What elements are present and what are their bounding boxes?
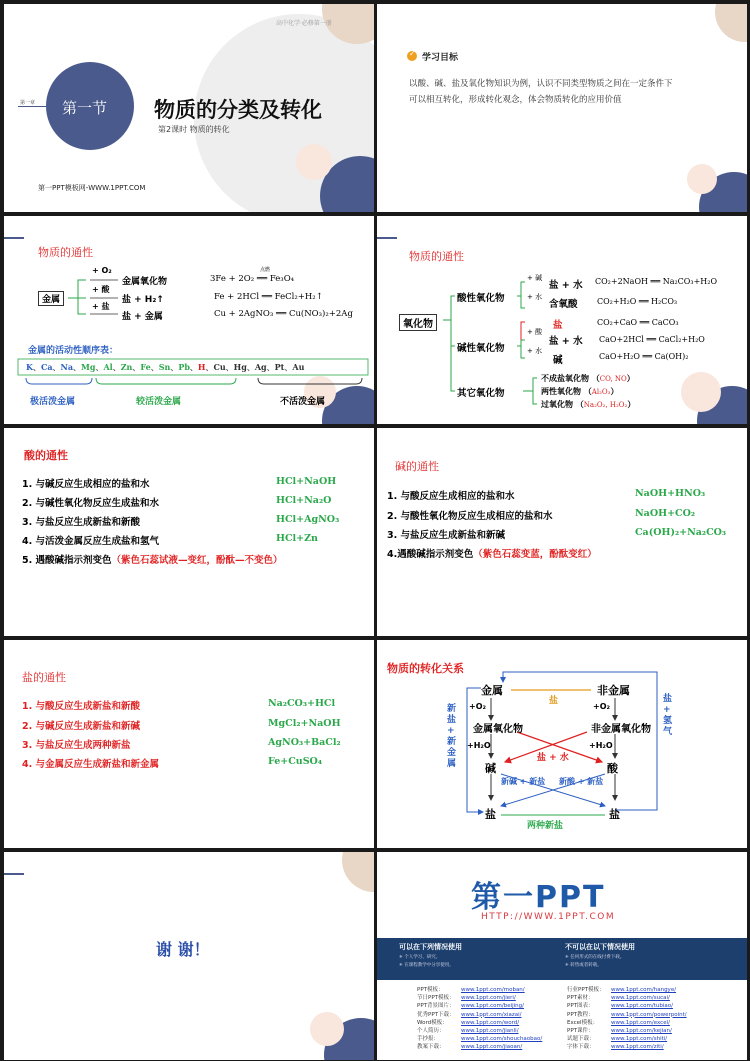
- node-nonmetal: 非金属: [597, 684, 630, 697]
- list-example: NaOH+HNO₃: [635, 488, 706, 499]
- edge-left-label: 新 盐 + 新 金 属: [447, 704, 457, 769]
- node-metal-oxide: 金属氧化物: [473, 724, 523, 735]
- node-base: 碱: [485, 762, 496, 775]
- series-title: 金属的活动性顺序表：: [28, 346, 119, 356]
- list-item: 1. 与酸反应生成相应的盐和水: [387, 491, 515, 502]
- link[interactable]: www.1ppt.com/powerpoint/: [611, 1011, 687, 1018]
- link[interactable]: www.1ppt.com/xiazai/: [461, 1011, 522, 1018]
- cannot-use-item: ✳ 转售或者转载。: [565, 963, 602, 968]
- link-row: [417, 1002, 577, 1010]
- equation: CO₂+CaO ══ CaCO₃: [597, 318, 679, 327]
- link-label: PPT模板：: [417, 987, 444, 993]
- link-label: Excel模板：: [567, 1019, 599, 1026]
- conversion-arrows: [377, 640, 747, 848]
- list-item: 4. 与金属反应生成新盐和新金属: [22, 759, 160, 770]
- top-note: 高中化学·必修第一册: [276, 20, 332, 27]
- reagent: + 盐: [92, 302, 110, 311]
- edge-new-acid-salt: 新酸 + 新盐: [559, 777, 604, 786]
- divider: [18, 106, 46, 107]
- subtitle: 第2课时 物质的转化: [158, 125, 230, 134]
- objectives-line1: 以酸、碱、盐及氧化物知识为例，认识不同类型物质之间在一定条件下: [409, 79, 673, 89]
- edge-h2o: +H₂O: [467, 741, 491, 750]
- series-element: Pb: [178, 362, 190, 372]
- edge-o2: +O₂: [469, 702, 487, 711]
- product: 盐 + 水: [549, 280, 583, 291]
- node-salt: 盐: [485, 808, 496, 821]
- group-label: 较活泼金属: [136, 397, 182, 407]
- list-item: 3. 与盐反应生成两种新盐: [22, 740, 131, 751]
- condition: 点燃: [260, 267, 271, 273]
- can-use-item: ✳ 个人学习、研究。: [399, 955, 441, 960]
- link-row: [417, 986, 577, 994]
- link[interactable]: www.1ppt.com/jieri/: [461, 995, 516, 1002]
- objectives-line2: 可以相互转化，形成转化观念，体会物质转化的应用价值: [409, 95, 622, 105]
- list-item: 2. 与碱性氧化物反应生成盐和水: [22, 498, 160, 509]
- link-row: [567, 1019, 737, 1027]
- group-label: 极活泼金属: [30, 397, 76, 407]
- slide-conversion-diagram: [377, 640, 747, 848]
- list-item: 3. 与盐反应生成新盐和新碱: [387, 530, 506, 541]
- reagent: + 水: [527, 293, 543, 301]
- list-example: MgCl₂+NaOH: [268, 718, 341, 729]
- link-label: PPT教程：: [567, 1011, 594, 1018]
- link-row: [567, 1035, 737, 1043]
- edge-right-label: 盐 + 氢 气: [663, 694, 673, 737]
- side-mark: 第一章: [20, 100, 36, 106]
- series-element: Sn: [158, 362, 171, 372]
- link-row: [417, 994, 577, 1002]
- series-element: Mg: [81, 362, 96, 372]
- link[interactable]: www.1ppt.com/kejian/: [611, 1028, 672, 1035]
- link[interactable]: www.1ppt.com/shiti/: [611, 1036, 668, 1043]
- equation: 3Fe + 2O₂ ══ Fe₃O₄: [210, 274, 295, 284]
- footer: 第一PPT模板网-WWW.1PPT.COM: [38, 184, 146, 192]
- list-item: 2. 与酸性氧化物反应生成相应的盐和水: [387, 511, 553, 522]
- equation: CO₂+2NaOH ══ Na₂CO₃+H₂O: [595, 277, 718, 286]
- cannot-use-item: ✳ 任何形式的在线付费下载。: [565, 955, 625, 960]
- series-element: Pt: [274, 362, 285, 372]
- list-example: HCl+AgNO₃: [276, 514, 340, 525]
- deco-circle: [687, 164, 717, 194]
- list-item: 2. 与碱反应生成新盐和新碱: [22, 721, 141, 732]
- reagent: + 碱: [527, 274, 543, 282]
- link-row: [567, 986, 737, 994]
- link-label: 优秀PPT下载：: [417, 1011, 455, 1018]
- cannot-use-title: 不可以在以下情况使用: [565, 943, 635, 951]
- slide-acid-properties: [4, 428, 374, 636]
- link-label: 字体下载：: [567, 1044, 595, 1051]
- slide-thanks: [4, 852, 374, 1060]
- series-element: Na: [60, 362, 74, 372]
- equation: CaO+H₂O ══ Ca(OH)₂: [599, 352, 689, 361]
- node-metal: 金属: [481, 684, 503, 697]
- link-row: [567, 1011, 737, 1019]
- link-label: Word模板：: [417, 1019, 448, 1026]
- other-oxide-example: Al₂O₃: [591, 388, 611, 396]
- slide-title: 物质的转化关系: [387, 662, 464, 675]
- series-element: Zn: [120, 362, 133, 372]
- series-element: Ag: [254, 362, 267, 372]
- links-right: [567, 986, 737, 1052]
- product: 金属氧化物: [122, 277, 168, 287]
- can-use-item: ✳ 在课程教学中分享使用。: [399, 963, 454, 968]
- section-label: 第一节: [62, 99, 108, 117]
- edge-salt: 盐: [549, 696, 559, 706]
- deco-circle: [342, 852, 374, 892]
- link-label: 教案下载：: [417, 1044, 445, 1051]
- link-label: 行业PPT模板：: [567, 987, 605, 993]
- link[interactable]: www.1ppt.com/beijing/: [461, 1003, 525, 1010]
- other-oxide-example: Na₂O₂, H₂O₂: [583, 401, 628, 409]
- metal-box: 金属: [38, 291, 64, 306]
- product: 盐 + H₂↑: [122, 295, 164, 305]
- product: 盐 + 金属: [122, 312, 163, 322]
- link-label: PPT课件：: [567, 1028, 594, 1035]
- list-item: 4. 与活泼金属反应生成盐和氢气: [22, 536, 160, 547]
- list-example: HCl+NaOH: [276, 476, 337, 487]
- list-item: 3. 与盐反应生成新盐和新酸: [22, 517, 141, 528]
- link-row: [567, 994, 737, 1002]
- link-row: [567, 1043, 737, 1051]
- objectives-heading: 学习目标: [422, 53, 459, 63]
- list-example: AgNO₃+BaCl₂: [268, 737, 341, 748]
- series-element: Ca: [40, 362, 53, 372]
- slide-oxide-properties: 物质的通性 氧化物 酸性氧化物 + 碱 盐 + 水 + 水 含氧酸 盐 碱性氧化物 + 酸 盐 + 水 + 水 碱 其它氧化物 CO₂+2NaOH ══ Na₂CO₃+H₂O CO₂+H₂O ══ H₂CO₃ CO₂+CaO ══ CaCO₃ CaO+2HCl ══ CaCl₂+H₂O CaO+H₂O ══ Ca(OH)₂ 不成盐氧化物 （CO, NO） 两性氧化物 （Al₂O₃） 过氧化物 （Na₂O₂, H₂O₂）: [377, 216, 747, 424]
- equation: Cu + 2AgNO₃ ══ Cu(NO₃)₂+2Ag: [214, 309, 353, 319]
- slide-metal-properties: [4, 216, 374, 424]
- link-row: [567, 1002, 737, 1010]
- link[interactable]: www.1ppt.com/word/: [461, 1019, 520, 1026]
- list-item: 1. 与酸反应生成新盐和新酸: [22, 701, 141, 712]
- list-example: Fe+CuSO₄: [268, 756, 322, 767]
- reagent: + 酸: [92, 285, 110, 294]
- list-example: Ca(OH)₂+Na₂CO₃: [635, 527, 727, 538]
- slide-title: 碱的通性: [395, 460, 439, 473]
- link-label: 试题下载：: [567, 1036, 595, 1043]
- link[interactable]: www.1ppt.com/tubiao/: [611, 1003, 673, 1010]
- node-nonmetal-oxide: 非金属氧化物: [591, 724, 651, 735]
- slide-title: 酸的通性: [24, 449, 68, 462]
- deco-circle: [296, 144, 332, 180]
- node-salt: 盐: [609, 808, 620, 821]
- link-label: 手抄报：: [417, 1036, 440, 1043]
- deco-circle: [310, 1012, 344, 1046]
- link[interactable]: www.1ppt.com/shouchaobao/: [461, 1036, 543, 1043]
- oxide-root: 氧化物: [399, 314, 437, 331]
- slide-ad: [377, 852, 747, 1060]
- basic-oxide: 碱性氧化物: [457, 343, 505, 354]
- link-label: PPT图表：: [567, 1003, 594, 1010]
- reagent: + O₂: [92, 266, 112, 275]
- slide-objectives: ✓ 学习目标 以酸、碱、盐及氧化物知识为例，认识不同类型物质之间在一定条件下 可以相互转化，形成转化观念，体会物质转化的应用价值: [377, 4, 747, 212]
- link-row: [417, 1043, 577, 1051]
- link[interactable]: www.1ppt.com/ziti/: [611, 1044, 664, 1051]
- links-left: [417, 986, 577, 1052]
- link-row: [567, 1027, 737, 1035]
- list-example: HCl+Na₂O: [276, 495, 332, 506]
- edge-new-base-salt: 新碱 + 新盐: [501, 777, 546, 786]
- slide-title: [4, 4, 374, 212]
- series-element: H: [197, 362, 206, 372]
- product: 碱: [553, 355, 563, 366]
- slide-title: 盐的通性: [22, 671, 66, 684]
- other-oxide-name: 过氧化物: [541, 400, 573, 409]
- slide-title: 物质的通性: [38, 246, 93, 259]
- series-element: K: [26, 362, 33, 372]
- other-oxide-name: 不成盐氧化物: [541, 374, 589, 383]
- series-element: Hg: [233, 362, 247, 372]
- list-item: 4.遇酸碱指示剂变色: [387, 549, 474, 560]
- group-label: 不活泼金属: [280, 397, 326, 407]
- accent-bar: [4, 873, 24, 875]
- list-example: HCl+Zn: [276, 533, 318, 544]
- product: 含氧酸: [549, 299, 578, 310]
- slide-base-properties: [377, 428, 747, 636]
- can-use-title: 可以在下列情况使用: [399, 943, 462, 951]
- node-acid: 酸: [607, 762, 618, 775]
- product: 盐 + 水: [549, 336, 583, 347]
- link-label: 节日PPT模板：: [417, 995, 455, 1002]
- other-oxide-name: 两性氧化物: [541, 387, 581, 396]
- edge-h2o: +H₂O: [589, 741, 613, 750]
- link[interactable]: www.1ppt.com/jianli/: [461, 1028, 519, 1035]
- equation: Fe + 2HCl ══ FeCl₂+H₂↑: [214, 292, 323, 302]
- link-label: PPT背景图片：: [417, 1003, 455, 1010]
- link-row: [417, 1011, 577, 1019]
- series-element: Au: [292, 362, 305, 372]
- branch-lines: [4, 216, 374, 424]
- list-note: （紫色石蕊试液—变红，酚酞—不变色）: [111, 555, 283, 566]
- link[interactable]: www.1ppt.com/excel/: [611, 1019, 670, 1026]
- edge-salt-water: 盐 + 水: [537, 753, 569, 763]
- slide-salt-properties: [4, 640, 374, 848]
- deco-circle: [715, 4, 747, 42]
- link[interactable]: www.1ppt.com/jiaoan/: [461, 1044, 523, 1051]
- logo: 第一PPT: [471, 880, 606, 915]
- series-element: Fe: [140, 362, 151, 372]
- acidic-oxide: 酸性氧化物: [457, 293, 505, 304]
- list-example: Na₂CO₃+HCl: [268, 698, 336, 709]
- list-note: （紫色石蕊变蓝，酚酞变红）: [473, 549, 597, 560]
- series-element: Cu: [213, 362, 226, 372]
- other-oxide-example: CO, NO: [599, 375, 627, 383]
- other-oxide: 其它氧化物: [457, 388, 505, 399]
- list-item: 5. 遇酸碱指示剂变色: [22, 555, 112, 566]
- equation: CaO+2HCl ══ CaCl₂+H₂O: [599, 335, 705, 344]
- link-label: PPT素材：: [567, 995, 594, 1002]
- reagent: + 酸: [527, 328, 543, 336]
- page-title: 物质的分类及转化: [154, 98, 322, 122]
- equation: CO₂+H₂O ══ H₂CO₃: [597, 297, 678, 306]
- activity-series: K、Ca、Na、Mg、Al、Zn、Fe、Sn、Pb、H、Cu、Hg、Ag、Pt、Au: [26, 362, 305, 372]
- series-element: Al: [103, 362, 113, 372]
- thanks-text: 谢 谢！: [156, 940, 210, 959]
- slide-title: 物质的通性: [409, 250, 464, 263]
- reagent: + 水: [527, 347, 543, 355]
- link-row: [417, 1027, 577, 1035]
- link-row: [417, 1019, 577, 1027]
- edge-two-salts: 两种新盐: [527, 821, 564, 831]
- link[interactable]: www.1ppt.com/sucai/: [611, 995, 670, 1002]
- product: 盐: [553, 320, 563, 331]
- list-example: NaOH+CO₂: [635, 508, 696, 519]
- link-label: 个人简历：: [417, 1028, 445, 1035]
- link[interactable]: www.1ppt.com/moban/: [461, 987, 525, 993]
- list-item: 1. 与碱反应生成相应的盐和水: [22, 479, 150, 490]
- link[interactable]: www.1ppt.com/hangye/: [611, 987, 677, 993]
- logo-url: HTTP://WWW.1PPT.COM: [481, 912, 616, 922]
- edge-o2: +O₂: [593, 702, 611, 711]
- link-row: [417, 1035, 577, 1043]
